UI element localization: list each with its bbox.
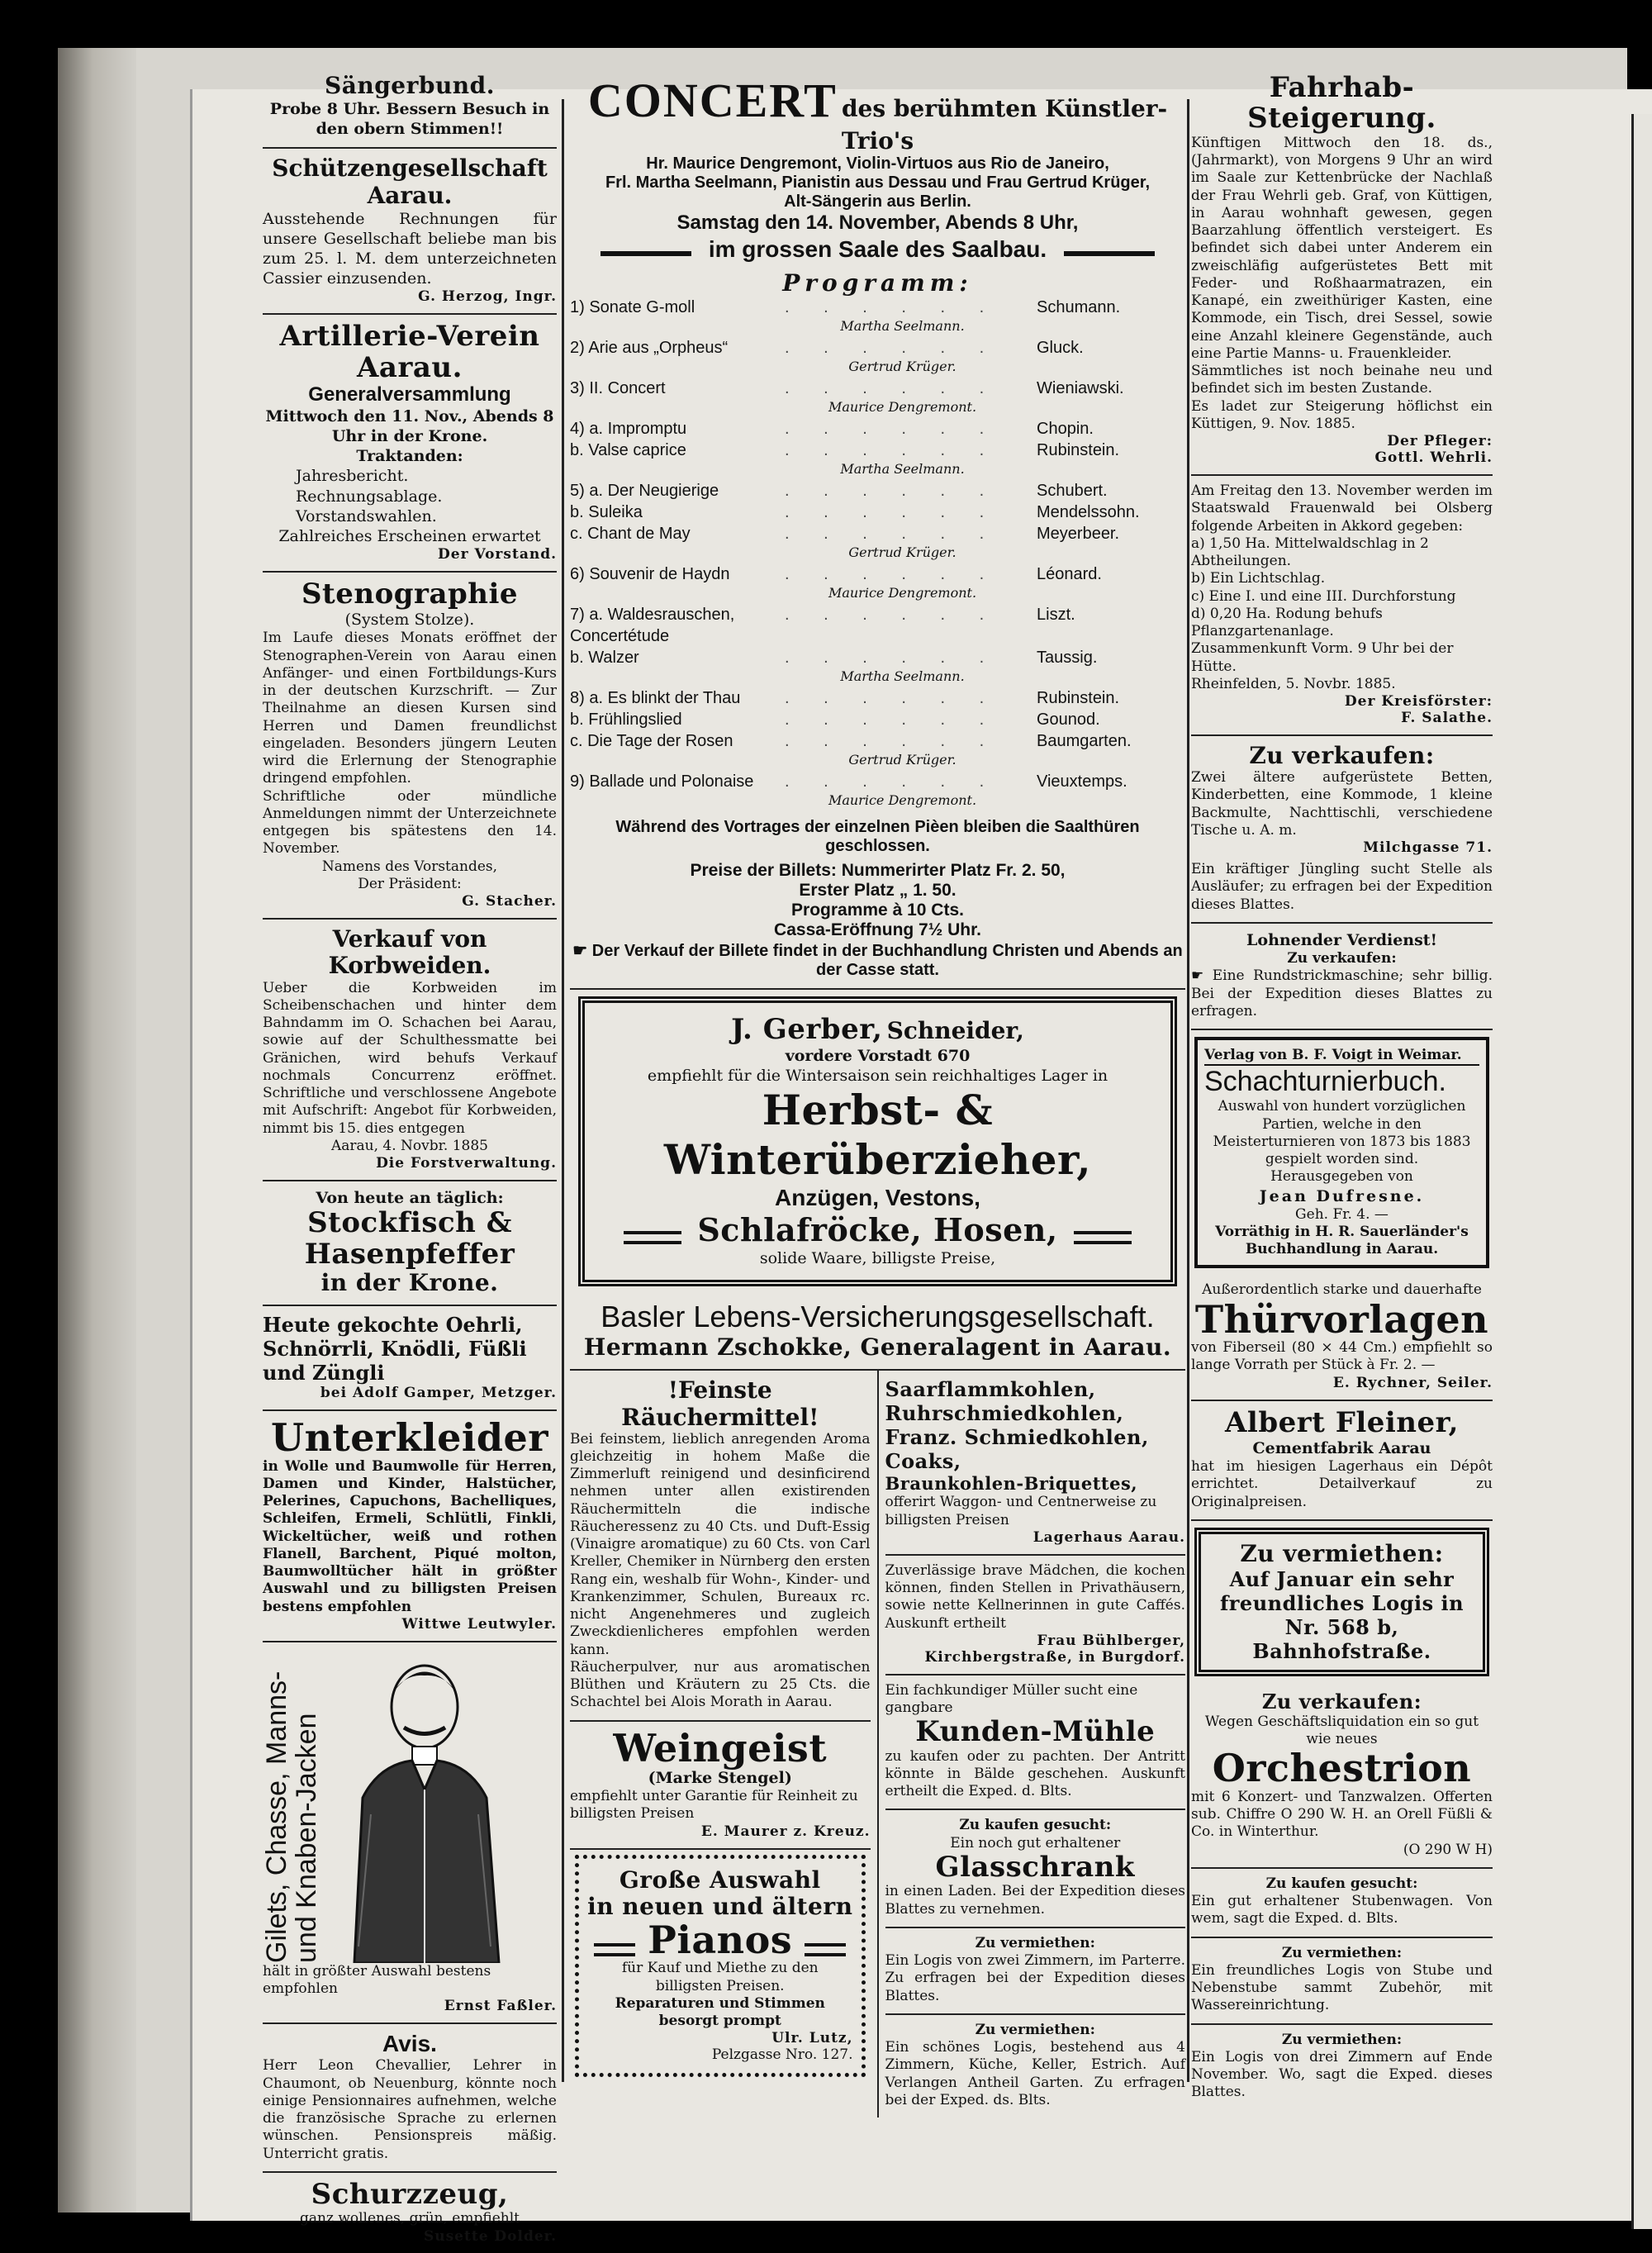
- ad-maedchen: [885, 1556, 1186, 1675]
- ad-title: Stenographie: [301, 577, 519, 611]
- ad-text: Ein Logis von drei Zimmern auf Ende November. Wo, sagt die Exped. dieses Blattes.: [1191, 2048, 1493, 2101]
- program-piece: 3) II. Concert: [570, 379, 666, 398]
- program-composer: Schubert.: [1037, 482, 1108, 501]
- list-item: c) Eine I. und eine III. Durchforstung: [1191, 587, 1456, 605]
- ad-signature: Ulr. Lutz,: [771, 2030, 853, 2047]
- program-piece: 1) Sonate G-moll: [570, 298, 695, 317]
- program-dots: . . . . . .: [785, 379, 999, 398]
- ad-signature: Lagerhaus Aarau.: [1032, 1528, 1185, 1546]
- program-piece: b. Valse caprice: [570, 441, 686, 460]
- program-piece: c. Die Tage der Rosen: [570, 732, 733, 751]
- program-row: [570, 771, 1185, 792]
- program-piece: 2) Arie aus „Orpheus“: [570, 339, 729, 358]
- ad-artillerie: [263, 315, 557, 573]
- program-row: [570, 480, 1185, 501]
- list-item: Braunkohlen-Briquettes,: [885, 1473, 1138, 1495]
- program-dots: . . . . . .: [785, 420, 999, 439]
- decorative-bar: [601, 251, 691, 256]
- program-performer: Martha Seelmann.: [840, 461, 965, 478]
- program-performer: Gertrud Krüger.: [848, 752, 957, 768]
- ad-title: Zu vermiethen:: [975, 1934, 1095, 1951]
- ad-subtitle: Generalversammlung: [308, 383, 511, 406]
- ad-signature: Der Vorstand.: [438, 545, 557, 563]
- gerber-row: [593, 1211, 1162, 1248]
- ad-signature: Der Kreisförster:: [1344, 693, 1493, 711]
- program-composer: Taussig.: [1037, 649, 1098, 668]
- gerber-intro: empfiehlt für die Wintersaison sein reichhaltiges Lager in: [647, 1066, 1108, 1085]
- gilets-illustration-row: [263, 1649, 557, 1963]
- ad-text: zu kaufen oder zu pachten. Der Antritt könnte in Bälde geschehen. Auskunft ertheilt die Exped. d. Blts.: [885, 1747, 1185, 1800]
- ad-text: Ein gut erhaltener Stubenwagen. Von wem, sagt die Exped. d. Blts.: [1191, 1893, 1493, 1927]
- ad-title: Zu vermiethen:: [1281, 2031, 1403, 2048]
- ad-verdienst: [1191, 924, 1493, 1030]
- list-item: Jahresbericht.: [296, 467, 409, 486]
- ad-verkaufen-1: [1191, 736, 1493, 924]
- ad-text: Vorräthig in H. R. Sauerländer's Buchhandlung in Aarau.: [1215, 1223, 1469, 1258]
- ad-unterkleider: [263, 1411, 557, 1642]
- program-performer: Gertrud Krüger.: [848, 544, 957, 561]
- concert-title: [570, 73, 1185, 154]
- program-composer: Meyerbeer.: [1037, 525, 1120, 544]
- decorative-bar: [805, 1943, 846, 1956]
- concert-venue-row: [570, 236, 1185, 263]
- ad-signature: Die Forstverwaltung.: [376, 1155, 557, 1172]
- ad-signature: Susette Dolder.: [423, 2227, 557, 2245]
- program-performer: Maurice Dengremont.: [828, 399, 977, 416]
- list-item: Franz. Schmiedkohlen,: [885, 1425, 1149, 1450]
- ad-pretitle: Von heute an täglich:: [316, 1189, 504, 1208]
- vertical-text: und Knaben-Jacken: [290, 1713, 322, 1963]
- ad-signature: Frau Bühlberger, Kirchbergstraße, in Burgdorf.: [924, 1632, 1185, 1666]
- ad-text: Zusammenkunft Vorm. 9 Uhr bei der Hütte.: [1191, 640, 1454, 675]
- ad-text: Ein schönes Logis, bestehend aus 4 Zimmern, Küche, Keller, Estrich. Auf Verlangen Antheil Garten. Zu erfragen bei der Exped. ds. Blts.: [885, 2039, 1185, 2108]
- program-composer: Schumann.: [1037, 298, 1121, 317]
- program-row: [570, 709, 1185, 730]
- concert-title-rest: des berühmten Künstler-Trio's: [841, 95, 1168, 154]
- program-dots: . . . . . .: [785, 503, 999, 522]
- program-dots: . . . . . .: [785, 689, 999, 708]
- program-list: [570, 297, 1185, 808]
- list-item: Coaks,: [885, 1449, 961, 1474]
- ad-title: Schurzzeug,: [311, 2177, 509, 2211]
- program-performer: Martha Seelmann.: [840, 668, 965, 685]
- book-binding: [58, 48, 136, 2213]
- ad-subtitle: (System Stolze).: [344, 611, 475, 630]
- program-dots: . . . . . .: [785, 298, 999, 317]
- ad-text: Herausgegeben von: [1270, 1168, 1413, 1186]
- middle-subcolumn-right: [885, 1371, 1186, 2118]
- program-row: [570, 523, 1185, 544]
- concert-venue: im grossen Saale des Saalbau.: [708, 236, 1047, 263]
- ad-title: Albert Fleiner,: [1225, 1405, 1459, 1439]
- program-piece: 7) a. Waldesrauschen, Concertétude: [570, 606, 735, 646]
- ad-schachturnierbuch: [1194, 1037, 1489, 1268]
- ad-title: Zu vermiethen:: [1240, 1539, 1444, 1567]
- ad-title: Große Auswahl: [619, 1866, 821, 1894]
- program-composer: Mendelssohn.: [1037, 503, 1140, 522]
- ad-avis: [263, 2024, 557, 2173]
- program-row: [570, 501, 1185, 523]
- list-item: d) 0,20 Ha. Rodung behufs Pflanzgartenanlage.: [1191, 605, 1383, 640]
- vertical-text: Gilets, Chasse, Manns-: [261, 1671, 292, 1963]
- ad-text: Zahlreiches Erscheinen erwartet: [278, 526, 541, 545]
- concert-price: Preise der Billets: Nummerirter Platz Fr. 2. 50,: [690, 861, 1066, 881]
- gerber-line: Schlafröcke, Hosen,: [697, 1211, 1058, 1249]
- program-performer: Maurice Dengremont.: [828, 585, 977, 601]
- program-title: Programm:: [782, 269, 973, 297]
- ad-thuervorlagen: [1191, 1275, 1493, 1400]
- ad-signature: Milchgasse 71.: [1363, 839, 1493, 857]
- ad-signature: Namens des Vorstandes,: [321, 858, 498, 875]
- ad-publisher: Verlag von B. F. Voigt in Weimar.: [1204, 1047, 1479, 1066]
- program-piece: 4) a. Impromptu: [570, 420, 687, 439]
- program-composer: Rubinstein.: [1037, 689, 1120, 708]
- ad-signature: F. Salathe.: [1401, 710, 1493, 727]
- ad-title: !Feinste Räuchermittel!: [621, 1376, 819, 1431]
- ad-text: Ausstehende Rechnungen für unsere Gesellschaft beliebe man bis zum 25. l. M. dem unterzeichneten Cassier einzusenden.: [263, 209, 557, 288]
- ad-title: Unterkleider: [270, 1415, 549, 1461]
- concert-artist-line: Hr. Maurice Dengremont, Violin-Virtuos aus Rio de Janeiro,: [646, 154, 1109, 173]
- ad-glasschrank: [885, 1810, 1186, 1927]
- ad-saengerbund: [263, 66, 557, 149]
- ad-text: Ein kräftiger Jüngling sucht Stelle als Ausläufer; zu erfragen bei der Expedition dieses Blattes.: [1191, 861, 1493, 913]
- program-dots: . . . . . .: [785, 339, 999, 358]
- ad-text: Es ladet zur Steigerung höflichst ein Küttigen, 9. Nov. 1885.: [1191, 397, 1493, 432]
- ad-text: hält in größter Auswahl bestens empfohlen: [263, 1962, 491, 1997]
- ad-stubenwagen: [1191, 1869, 1493, 1938]
- ad-text: Ein Logis von zwei Zimmern, im Parterre. Zu erfragen bei der Expedition dieses Blattes.: [885, 1952, 1185, 2004]
- column-right: [1191, 66, 1493, 2110]
- ad-title: Fahrhab-Steigerung.: [1247, 71, 1436, 135]
- ad-title: Sängerbund.: [325, 72, 495, 99]
- list-item: Vorstandswahlen.: [296, 506, 437, 525]
- program-row: [570, 378, 1185, 399]
- ad-text: ganz wollenes, grün, empfiehlt: [300, 2210, 520, 2227]
- ad-title: Artillerie-Verein Aarau.: [279, 320, 540, 384]
- ad-subtitle: Zu verkaufen:: [1287, 950, 1397, 967]
- ad-title: Avis.: [382, 2031, 437, 2057]
- next-page-edge: [1631, 114, 1652, 2229]
- ad-list: [263, 466, 557, 525]
- gerber-address: vordere Vorstadt 670: [785, 1046, 971, 1065]
- program-composer: Léonard.: [1037, 565, 1102, 584]
- pianos-headline: Pianos: [648, 1918, 793, 1962]
- program-row: [570, 604, 1185, 647]
- verdienst-row: [1191, 967, 1493, 1020]
- ad-title: Kunden-Mühle: [915, 1715, 1156, 1749]
- ad-text: Künftigen Mittwoch den 18. ds., (Jahrmarkt), von Morgens 9 Uhr an wird im Saale zur Kettenbrücke der Nachlaß der Frau Wehrli geb. Graf, von Küttigen, in Aarau wohnhaft gewesen, gegen Baarzahlung öffentlich versteigert. Es befindet sich dabei unter Anderem ein zweischläfig aufgerüstetes Bett mit Feder- und Roßhaarmatrazen, ein Kanapé, ein zweithüriger Kasten, eine Kommode, ein Tisch, drei Sessel, sowie eine Anzahl kleinere Gegenstände, auch eine Partie Manns- u. Frauenkleider.: [1191, 134, 1493, 362]
- ad-text: Zuverlässige brave Mädchen, die kochen können, finden Stellen in Privathäusern, sowie nette Kellnerinnen in gute Caffés. Auskunft ertheilt: [885, 1561, 1185, 1632]
- ad-subtitle: Cementfabrik Aarau: [1252, 1438, 1431, 1457]
- ad-vermiethen-1: [885, 1928, 1186, 2015]
- ad-signature: E. Maurer z. Kreuz.: [700, 1823, 871, 1840]
- program-row: [570, 418, 1185, 440]
- ad-forst: [1191, 476, 1493, 736]
- ad-text: Auf Januar ein sehr freundliches Logis in Nr. 568 b, Bahnhofstraße.: [1219, 1566, 1464, 1663]
- ad-title: Zu kaufen gesucht:: [1265, 1875, 1418, 1892]
- ad-list-title: Traktanden:: [356, 447, 463, 466]
- program-piece: b. Suleika: [570, 503, 643, 522]
- ad-text: in einen Laden. Bei der Expedition dieses Blattes zu vernehmen.: [885, 1883, 1185, 1918]
- gerber-trade: Schneider,: [886, 1017, 1024, 1045]
- ad-text: in Wolle und Baumwolle für Herren, Damen und Kinder, Halstücher, Pelerines, Capuchons, Bachelliques, Schleifen, Ermeli, Schlütli, Finkli, Wickeltücher, weiß und rothen Flanell, Barchent, Piqué molton, Baumwolltücher hält in größter Auswahl und zu billigsten Preisen bestens empfohlen: [263, 1457, 557, 1615]
- decorative-bar: [624, 1231, 681, 1244]
- ad-subtitle: in der Krone.: [320, 1269, 499, 1297]
- program-composer: Vieuxtemps.: [1037, 772, 1127, 791]
- ad-title: Zu vermiethen:: [1281, 1944, 1403, 1961]
- ad-text: Zwei ältere aufgerüstete Betten, Kinderbetten, eine Kommode, 1 kleine Backmulte, Nachttischli, verschiedene Tische u. A. m.: [1191, 769, 1493, 839]
- ad-text: Am Freitag den 13. November werden im Staatswald Frauenwald bei Olsberg folgende Arbeiten in Akkord gegeben:: [1191, 482, 1493, 535]
- column-left: [263, 66, 557, 2253]
- concert-artist-line: Alt-Sängerin aus Berlin.: [784, 193, 971, 212]
- program-dots: . . . . . .: [785, 772, 999, 791]
- ad-text: Bei feinstem, lieblich anregenden Aroma gleichzeitig in hohem Maße die Zimmerluft reinigend und desinficirend nehmen unter allen existirenden Räuchermitteln die indische Räucheressenz zu 40 Cts. und Duft-Essig (Vinaigre aromatique) zu 60 Cts. von Carl Kreller, Chemiker in Nürnberg den ersten Rang ein, weshalb für Wohn-, Kinder- und Krankenzimmer, Schulen, Bureaux rc. nicht Angenehmeres und zugleich Zweckdienlicheres empfohlen werden kann.: [570, 1430, 871, 1658]
- pointing-hand-icon: ☛: [572, 942, 588, 961]
- program-row: [570, 687, 1185, 709]
- concert-title-big: CONCERT: [587, 74, 838, 127]
- ad-schuetzen: [263, 149, 557, 315]
- list-item: Ruhrschmiedkohlen,: [885, 1401, 1124, 1426]
- ad-signature: G. Stacher.: [462, 893, 557, 910]
- ad-title: in neuen und ältern: [587, 1892, 853, 1920]
- ad-address: Pelzgasse Nro. 127.: [711, 2046, 853, 2064]
- ad-raeuchermittel: [570, 1371, 871, 1721]
- decorative-bar: [594, 1943, 635, 1956]
- ad-pianos: [575, 1855, 866, 2077]
- concert-sale-row: [570, 940, 1185, 980]
- gerber-name: J. Gerber,: [731, 1013, 883, 1047]
- ad-text: Mittwoch den 11. Nov., Abends 8 Uhr in der Krone.: [265, 407, 554, 446]
- ad-title: Thürvorlagen: [1194, 1296, 1489, 1342]
- ad-subtitle: Ein noch gut erhaltener: [950, 1834, 1121, 1851]
- ad-signature: Der Pfleger:: [1387, 433, 1493, 450]
- gerber-footer: solide Waare, billigste Preise,: [759, 1249, 996, 1268]
- ad-pretitle: Zu verkaufen:: [1261, 1689, 1422, 1714]
- ad-text: Reparaturen und Stimmen besorgt prompt: [615, 1994, 825, 2030]
- decorative-bar: [1064, 251, 1155, 256]
- ad-text: Räucherpulver, nur aus aromatischen Blüthen und Kräutern zu 25 Cts. die Schachtel bei Alois Morath in Aarau.: [570, 1658, 871, 1711]
- ad-text: Auswahl von hundert vorzüglichen Partien, welche in den Meisterturnieren von 1873 bis 1883 gespielt worden sind.: [1213, 1098, 1471, 1168]
- ad-signature: Der Präsident:: [358, 875, 462, 892]
- ad-pretitle: Außerordentlich starke und dauerhafte: [1202, 1281, 1482, 1299]
- ad-concert: [570, 66, 1185, 990]
- middle-two-columns: [570, 1371, 1185, 2118]
- program-row: [570, 440, 1185, 461]
- program-composer: Gounod.: [1037, 711, 1100, 730]
- program-row: [570, 647, 1185, 668]
- ad-text: mit 6 Konzert- und Tanzwalzen. Offerten sub. Chiffre O 290 W. H. an Orell Füßli & Co. in Winterthur.: [1191, 1788, 1493, 1841]
- ad-text: hat im hiesigen Lagerhaus ein Dépôt errichtet. Detailverkauf zu Originalpreisen.: [1191, 1458, 1493, 1510]
- concert-artist-line: Frl. Martha Seelmann, Pianistin aus Dessau und Frau Gertrud Krüger,: [605, 173, 1151, 193]
- ad-vermiethen-3: [1194, 1528, 1489, 1676]
- ad-title: Weingeist: [613, 1725, 828, 1771]
- ad-steno: [263, 573, 557, 920]
- column-rule-right: [1187, 99, 1189, 2082]
- program-piece: b. Walzer: [570, 649, 639, 668]
- ad-subtitle: (Marke Stengel): [648, 1769, 792, 1787]
- ad-orchestrion: [1191, 1683, 1493, 1869]
- column-middle: [570, 66, 1185, 2118]
- program-performer: Gertrud Krüger.: [848, 359, 957, 375]
- concert-price: Programme à 10 Cts.: [791, 901, 964, 920]
- ad-vermiethen-5: [1191, 2025, 1493, 2110]
- ad-signature: Ernst Faßler.: [444, 1998, 557, 2015]
- program-row: [570, 337, 1185, 359]
- ad-text: Wegen Geschäftsliquidation ein so gut wie neues: [1204, 1713, 1479, 1748]
- program-composer: Baumgarten.: [1037, 732, 1132, 751]
- gerber-line: Anzügen, Vestons,: [775, 1184, 980, 1210]
- program-piece: 6) Souvenir de Haydn: [570, 565, 730, 584]
- pointing-hand-icon: ☛: [1191, 967, 1204, 985]
- program-piece: b. Frühlingslied: [570, 711, 682, 730]
- ad-text: Ueber die Korbweiden im Scheibenschachen und hinter dem Bahndamm im O. Schachen bei Aarau, sowie auf der Schulthessmatte bei Gränichen, wird behufs Verkauf nochmals Concurrenz eröffnet. Schriftliche und verschlossene Angebote mit Aufschrift: Angebot für Korbweiden, nimmt bis 15. dies entgegen: [263, 979, 557, 1137]
- list-item: Saarflammkohlen,: [885, 1377, 1096, 1402]
- ad-title: Zu vermiethen:: [975, 2021, 1095, 2038]
- program-piece: 8) a. Es blinkt der Thau: [570, 689, 741, 708]
- program-dots: . . . . . .: [785, 606, 999, 625]
- ad-title: Stockfisch & Hasenpfeffer: [304, 1206, 515, 1271]
- ad-text: Eine Rundstrickmaschine; sehr billig. Bei der Expedition dieses Blattes zu erfragen.: [1191, 967, 1493, 1020]
- ad-title: Schützengesellschaft Aarau.: [272, 154, 548, 209]
- ad-code: (O 290 W H): [1403, 1841, 1493, 1858]
- program-row: [570, 563, 1185, 585]
- program-dots: . . . . . .: [785, 441, 999, 460]
- ad-title: Zu verkaufen:: [1249, 742, 1435, 770]
- ad-signature: G. Herzog, Ingr.: [418, 288, 557, 306]
- program-row: [570, 730, 1185, 752]
- concert-notice: Während des Vortrages der einzelnen Pièen bleiben die Saalthüren geschlossen.: [615, 818, 1140, 856]
- basler-title: Basler Lebens-Versicherungsgesellschaft.: [601, 1300, 1155, 1334]
- column-rule-left: [562, 99, 564, 2082]
- ad-signature: Wittwe Leutwyler.: [401, 1615, 557, 1633]
- decorative-bar: [1074, 1231, 1132, 1244]
- program-composer: Wieniawski.: [1037, 379, 1124, 398]
- ad-signature: Gottl. Wehrli.: [1374, 449, 1493, 467]
- ad-date: Rheinfelden, 5. Novbr. 1885.: [1191, 675, 1396, 692]
- concert-price: Cassa-Eröffnung 7½ Uhr.: [774, 920, 981, 940]
- program-composer: Gluck.: [1037, 339, 1084, 358]
- list-item: Rechnungsablage.: [296, 487, 443, 506]
- ad-fahrhab: [1191, 66, 1493, 476]
- program-dots: . . . . . .: [785, 482, 999, 501]
- ad-date: Aarau, 4. Novbr. 1885: [331, 1137, 488, 1154]
- ad-text: Heute gekochte Oehrli, Schnörrli, Knödli, Füßli und Züngli: [263, 1313, 527, 1386]
- program-piece: 9) Ballade und Polonaise: [570, 772, 754, 791]
- program-dots: . . . . . .: [785, 565, 999, 584]
- middle-subcolumn-left: [570, 1371, 879, 2118]
- ad-korbweiden: [263, 920, 557, 1181]
- ad-title: Orchestrion: [1212, 1746, 1472, 1791]
- ad-signature: bei Adolf Gamper, Metzger.: [320, 1385, 557, 1402]
- pianos-row: [587, 1920, 853, 1960]
- ad-schurzzeug: [263, 2173, 557, 2253]
- ad-title: Lohnender Verdienst!: [1246, 930, 1437, 949]
- ad-author: Jean Dufresne.: [1259, 1186, 1425, 1205]
- ad-gamper: [263, 1306, 557, 1411]
- ad-text: von Fiberseil (80 × 44 Cm.) empfiehlt so lange Vorrath per Stück à Fr. 2. —: [1191, 1339, 1493, 1374]
- ad-fleiner: [1191, 1401, 1493, 1521]
- ad-title: Schachturnierbuch.: [1204, 1066, 1446, 1098]
- ad-signature: E. Rychner, Seiler.: [1332, 1374, 1493, 1391]
- ad-text: Sämmtliches ist noch beinahe neu und befindet sich im besten Zustande.: [1191, 363, 1493, 397]
- ad-price: Geh. Fr. 4. —: [1295, 1205, 1389, 1223]
- list-item: a) 1,50 Ha. Mittelwaldschlag in 2 Abtheilungen.: [1191, 535, 1429, 570]
- program-piece: 5) a. Der Neugierige: [570, 482, 719, 501]
- ad-text: Ein freundliches Logis von Stube und Nebenstube sammt Zubehör, mit Wassereinrichtung.: [1191, 1961, 1493, 2014]
- ad-vermiethen-2: [885, 2015, 1186, 2118]
- program-dots: . . . . . .: [785, 732, 999, 751]
- ad-text: Herr Leon Chevallier, Lehrer in Chaumont, ob Neuenburg, könnte noch einige Pensionnaires aufnehmen, welche die französische Sprache zu erlernen wünschen. Pensionspreis mäßig. Unterricht gratis.: [263, 2057, 557, 2162]
- ad-title: Verkauf von Korbweiden.: [328, 925, 491, 980]
- program-row: [570, 297, 1185, 318]
- program-composer: Rubinstein.: [1037, 441, 1120, 460]
- program-performer: Martha Seelmann.: [840, 318, 965, 335]
- program-dots: . . . . . .: [785, 649, 999, 668]
- ad-text: empfiehlt unter Garantie für Reinheit zu billigsten Preisen: [570, 1788, 858, 1823]
- ad-text: Im Laufe dieses Monats eröffnet der Stenographen-Verein von Aarau einen Anfänger- und einen Fortbildungs-Kurs in der deutschen Kurzschrift. — Zur Theilnahme an diesen Kursen sind Herren und Damen freundlichst eingeladen. Besonders jüngern Leuten wird die Erlernung der Stenographie dringend empfohlen.: [263, 630, 557, 787]
- ad-text: für Kauf und Miethe zu den billigsten Preisen.: [621, 1960, 819, 1994]
- concert-sale: Der Verkauf der Billete findet in der Buchhandlung Christen und Abends an der Casse statt.: [591, 942, 1183, 980]
- program-dots: . . . . . .: [785, 525, 999, 544]
- ad-text: Schriftliche oder mündliche Anmeldungen nimmt der Unterzeichnete entgegen bis spätestens den 14. November.: [263, 787, 557, 858]
- ad-text: Probe 8 Uhr. Bessern Besuch in den obern Stimmen!!: [269, 100, 550, 139]
- ad-title: Glasschrank: [935, 1850, 1135, 1884]
- ad-gilets: [263, 1642, 557, 2025]
- ad-kohlen: [885, 1371, 1186, 1556]
- ad-weingeist: [570, 1722, 871, 1850]
- man-in-jacket-illustration: [321, 1649, 528, 1963]
- program-piece: c. Chant de May: [570, 525, 691, 544]
- ad-stockfisch: [263, 1181, 557, 1306]
- concert-price: Erster Platz „ 1. 50.: [799, 881, 957, 901]
- gerber-headline: Herbst- & Winterüberzieher,: [663, 1085, 1092, 1184]
- ad-vermiethen-4: [1191, 1938, 1493, 2025]
- ad-pretitle: Ein fachkundiger Müller sucht eine gangbare: [885, 1681, 1138, 1717]
- ad-pretitle: Zu kaufen gesucht:: [959, 1817, 1112, 1834]
- concert-date: Samstag den 14. November, Abends 8 Uhr,: [676, 212, 1079, 235]
- ad-text: offerirt Waggon- und Centnerweise zu billigsten Preisen: [885, 1494, 1157, 1528]
- program-dots: . . . . . .: [785, 711, 999, 730]
- basler-subtitle: Hermann Zschokke, Generalagent in Aarau.: [583, 1333, 1172, 1362]
- ad-kundenmuehle: [885, 1675, 1186, 1811]
- program-performer: Maurice Dengremont.: [828, 792, 977, 809]
- program-composer: Chopin.: [1037, 420, 1094, 439]
- ad-gerber: [578, 996, 1177, 1286]
- ad-basler: [570, 1293, 1185, 1371]
- list-item: b) Ein Lichtschlag.: [1191, 570, 1326, 587]
- program-composer: Liszt.: [1037, 606, 1075, 625]
